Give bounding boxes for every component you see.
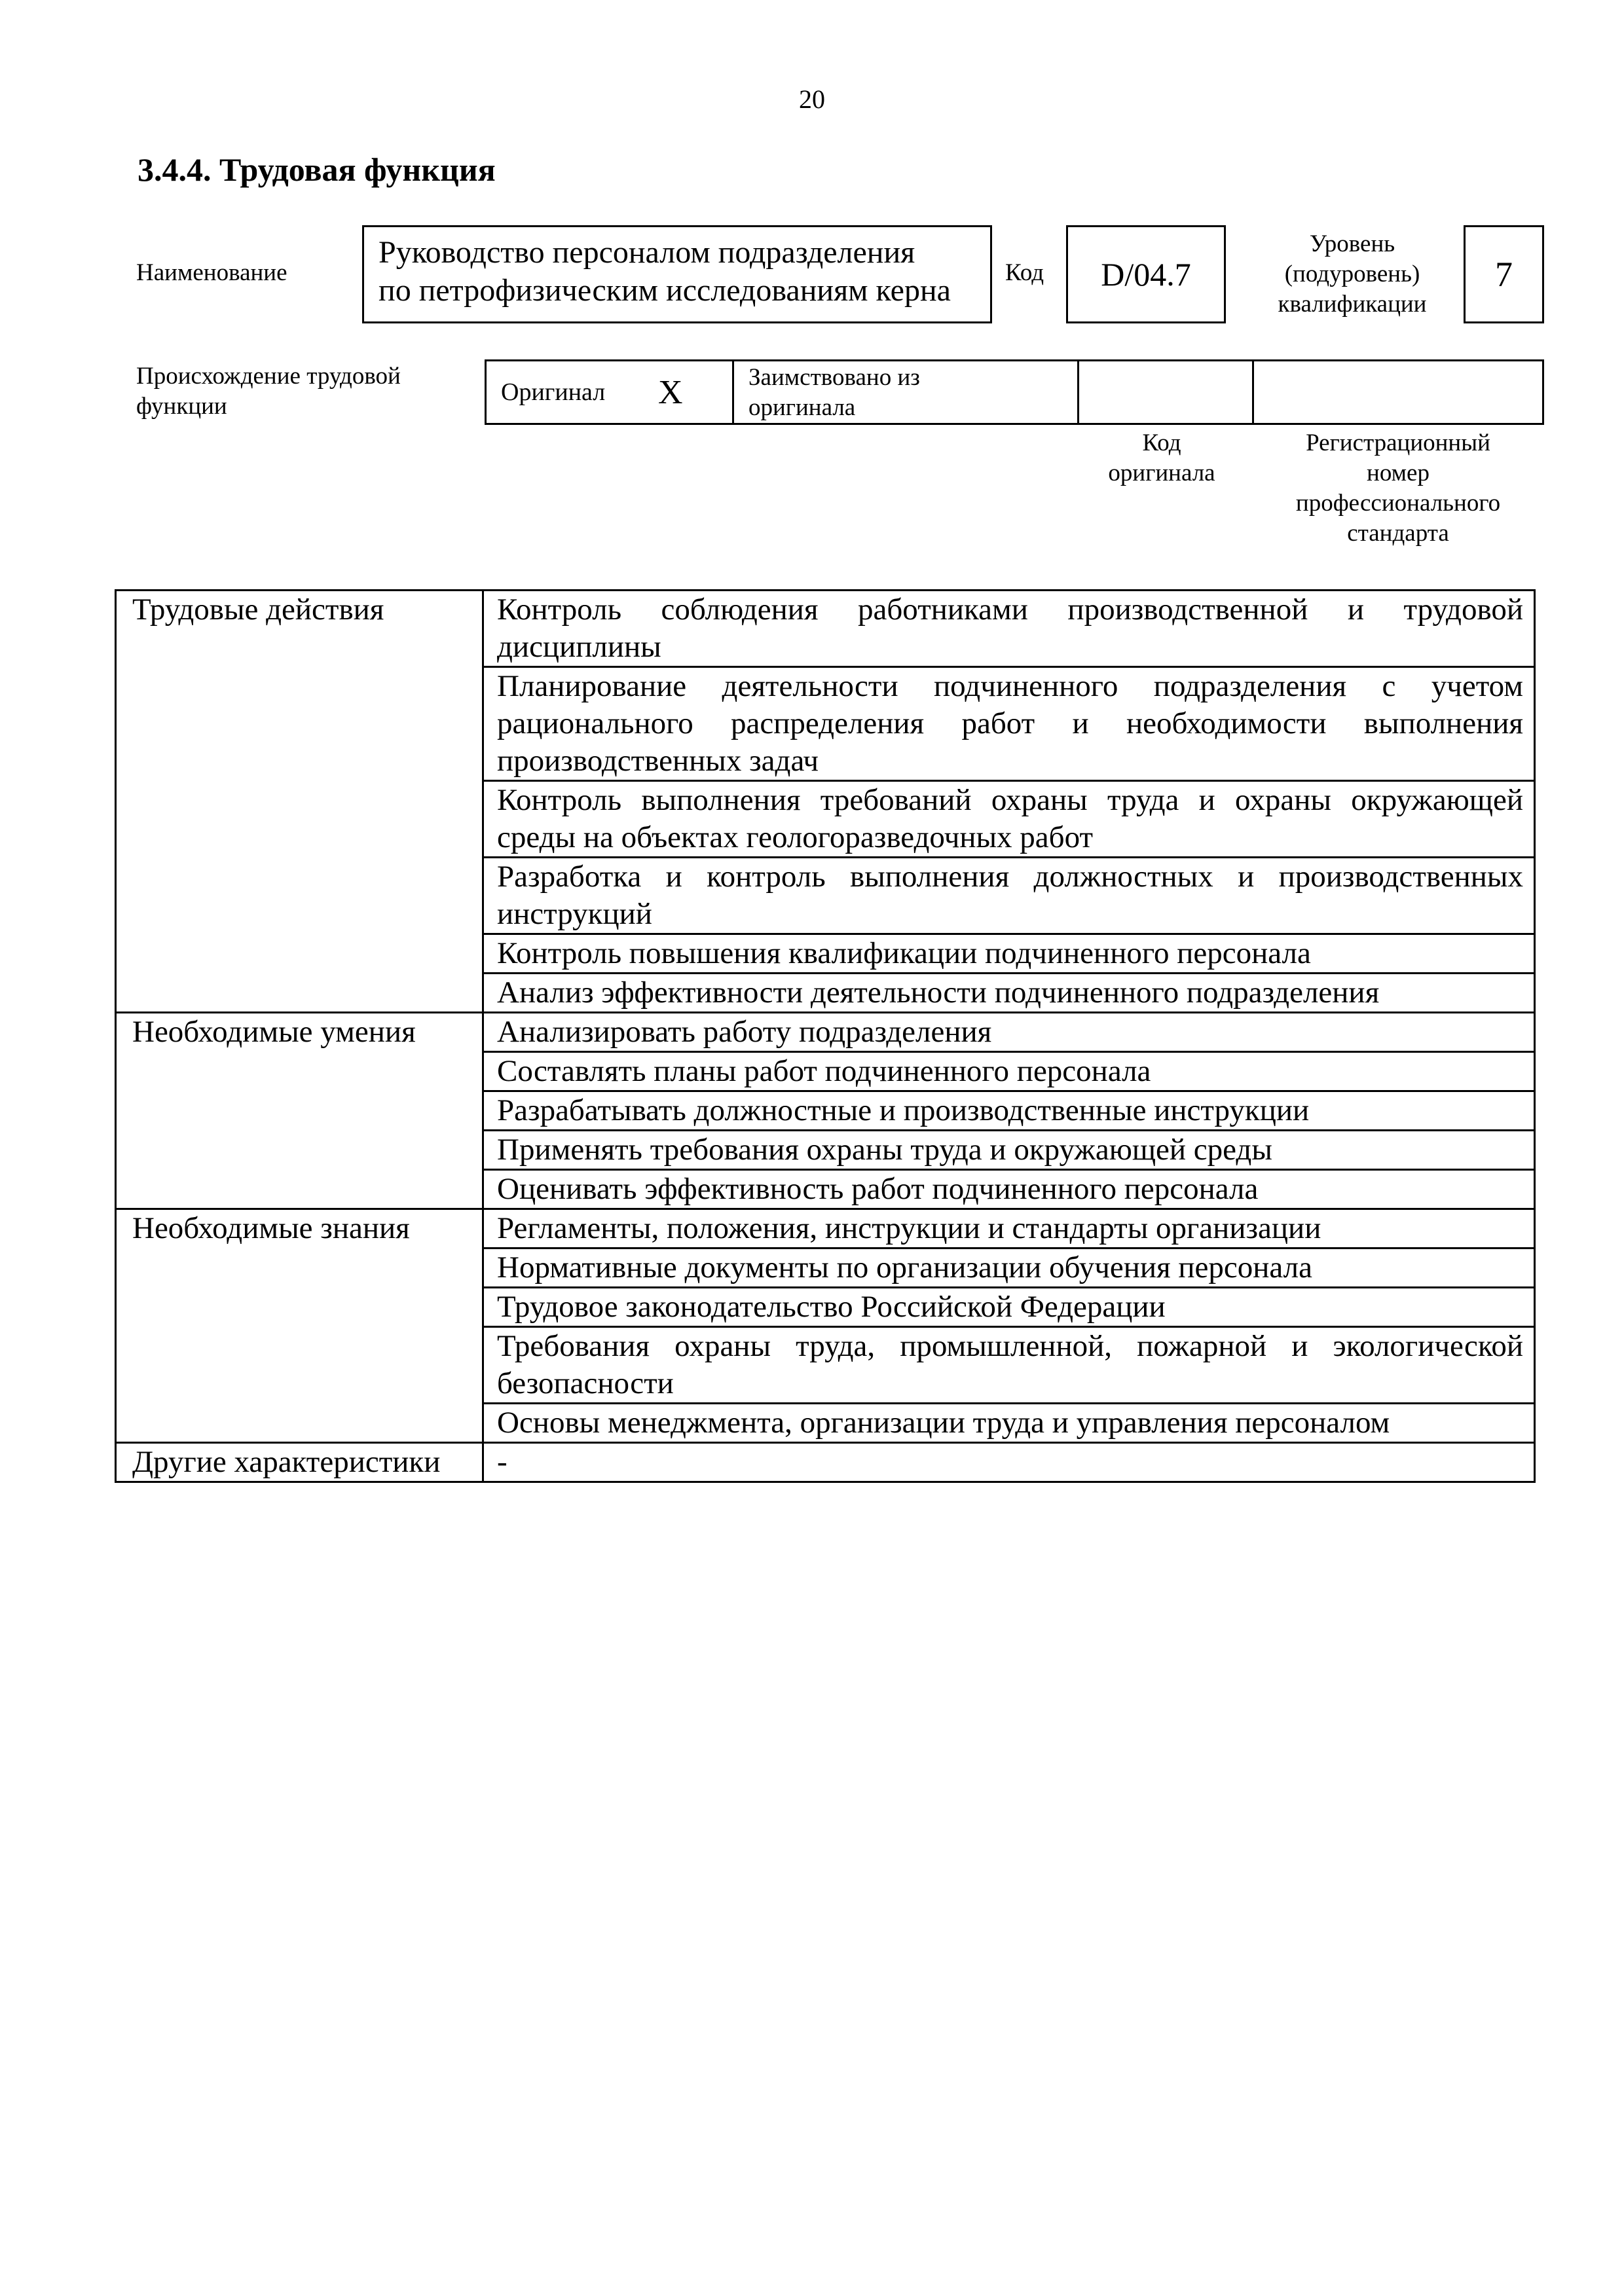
knowledge-item: Трудовое законодательство Российской Федерации <box>483 1288 1535 1327</box>
level-label-line: (подуровень) <box>1284 261 1420 287</box>
page-number: 20 <box>799 84 825 114</box>
origin-reg-number-cell <box>1254 361 1542 423</box>
function-name-line: по петрофизическим исследованиям керна <box>378 273 951 308</box>
original-code-caption <box>1074 428 1249 488</box>
labor-actions-label: Трудовые действия <box>116 591 483 1013</box>
skill-item: Анализировать работу подразделения <box>483 1013 1535 1052</box>
origin-original-cell <box>487 361 734 423</box>
knowledge-item: Нормативные документы по организации обучения персонала <box>483 1248 1535 1288</box>
borrowed-label-line: Заимствовано из <box>748 364 920 391</box>
table-row <box>116 591 1535 667</box>
table-row <box>116 1443 1535 1482</box>
original-mark: X <box>658 374 683 411</box>
caption-line: оригинала <box>1108 460 1215 486</box>
level-label-line: квалификации <box>1278 291 1427 318</box>
function-name-box <box>362 225 992 323</box>
code-label: Код <box>1005 259 1044 286</box>
table-row <box>116 1209 1535 1248</box>
level-label <box>1238 229 1467 319</box>
knowledge-item: Требования охраны труда, промышленной, пожарной и экологической безопасности <box>483 1327 1535 1404</box>
caption-line: Регистрационный <box>1306 429 1490 456</box>
registration-number-caption <box>1252 428 1544 549</box>
knowledge-item: Регламенты, положения, инструкции и стандарты организации <box>483 1209 1535 1248</box>
function-details-table <box>115 589 1536 1483</box>
level-value: 7 <box>1464 225 1544 323</box>
origin-label-line: Происхождение трудовой <box>136 363 401 390</box>
caption-line: номер <box>1367 460 1430 486</box>
labor-action-item: Контроль повышения квалификации подчиненного персонала <box>483 934 1535 974</box>
labor-action-item: Контроль выполнения требований охраны труда и охраны окружающей среды на объектах геологоразведочных работ <box>483 781 1535 858</box>
labor-action-item: Планирование деятельности подчиненного подразделения с учетом рационального распределения работ и необходимости выполнения производственных задач <box>483 667 1535 781</box>
skill-item: Составлять планы работ подчиненного персонала <box>483 1052 1535 1091</box>
name-label: Наименование <box>136 259 287 286</box>
borrowed-label <box>748 363 1010 423</box>
table-row <box>116 1013 1535 1052</box>
knowledge-item: Основы менеджмента, организации труда и управления персоналом <box>483 1404 1535 1443</box>
origin-label <box>136 361 464 422</box>
labor-action-item: Анализ эффективности деятельности подчиненного подразделения <box>483 974 1535 1013</box>
other-characteristics-value: - <box>483 1443 1535 1482</box>
skills-label: Необходимые умения <box>116 1013 483 1209</box>
labor-action-item: Контроль соблюдения работниками производственной и трудовой дисциплины <box>483 591 1535 667</box>
borrowed-label-line: оригинала <box>748 394 856 421</box>
labor-action-item: Разработка и контроль выполнения должностных и производственных инструкций <box>483 858 1535 934</box>
origin-label-line: функции <box>136 393 227 420</box>
skill-item: Применять требования охраны труда и окружающей среды <box>483 1131 1535 1170</box>
skill-item: Разрабатывать должностные и производственные инструкции <box>483 1091 1535 1131</box>
caption-line: профессионального <box>1295 490 1501 517</box>
section-title: 3.4.4. Трудовая функция <box>138 151 496 188</box>
level-label-line: Уровень <box>1309 230 1395 257</box>
origin-code-cell <box>1079 361 1254 423</box>
origin-box <box>485 359 1544 425</box>
code-value: D/04.7 <box>1066 225 1226 323</box>
original-label: Оригинал <box>501 378 606 406</box>
caption-line: Код <box>1142 429 1181 456</box>
function-name-line: Руководство персоналом подразделения <box>378 235 915 270</box>
skill-item: Оценивать эффективность работ подчиненного персонала <box>483 1170 1535 1209</box>
knowledge-label: Необходимые знания <box>116 1209 483 1443</box>
origin-borrowed-cell <box>734 361 1079 423</box>
caption-line: стандарта <box>1347 520 1449 547</box>
other-characteristics-label: Другие характеристики <box>116 1443 483 1482</box>
